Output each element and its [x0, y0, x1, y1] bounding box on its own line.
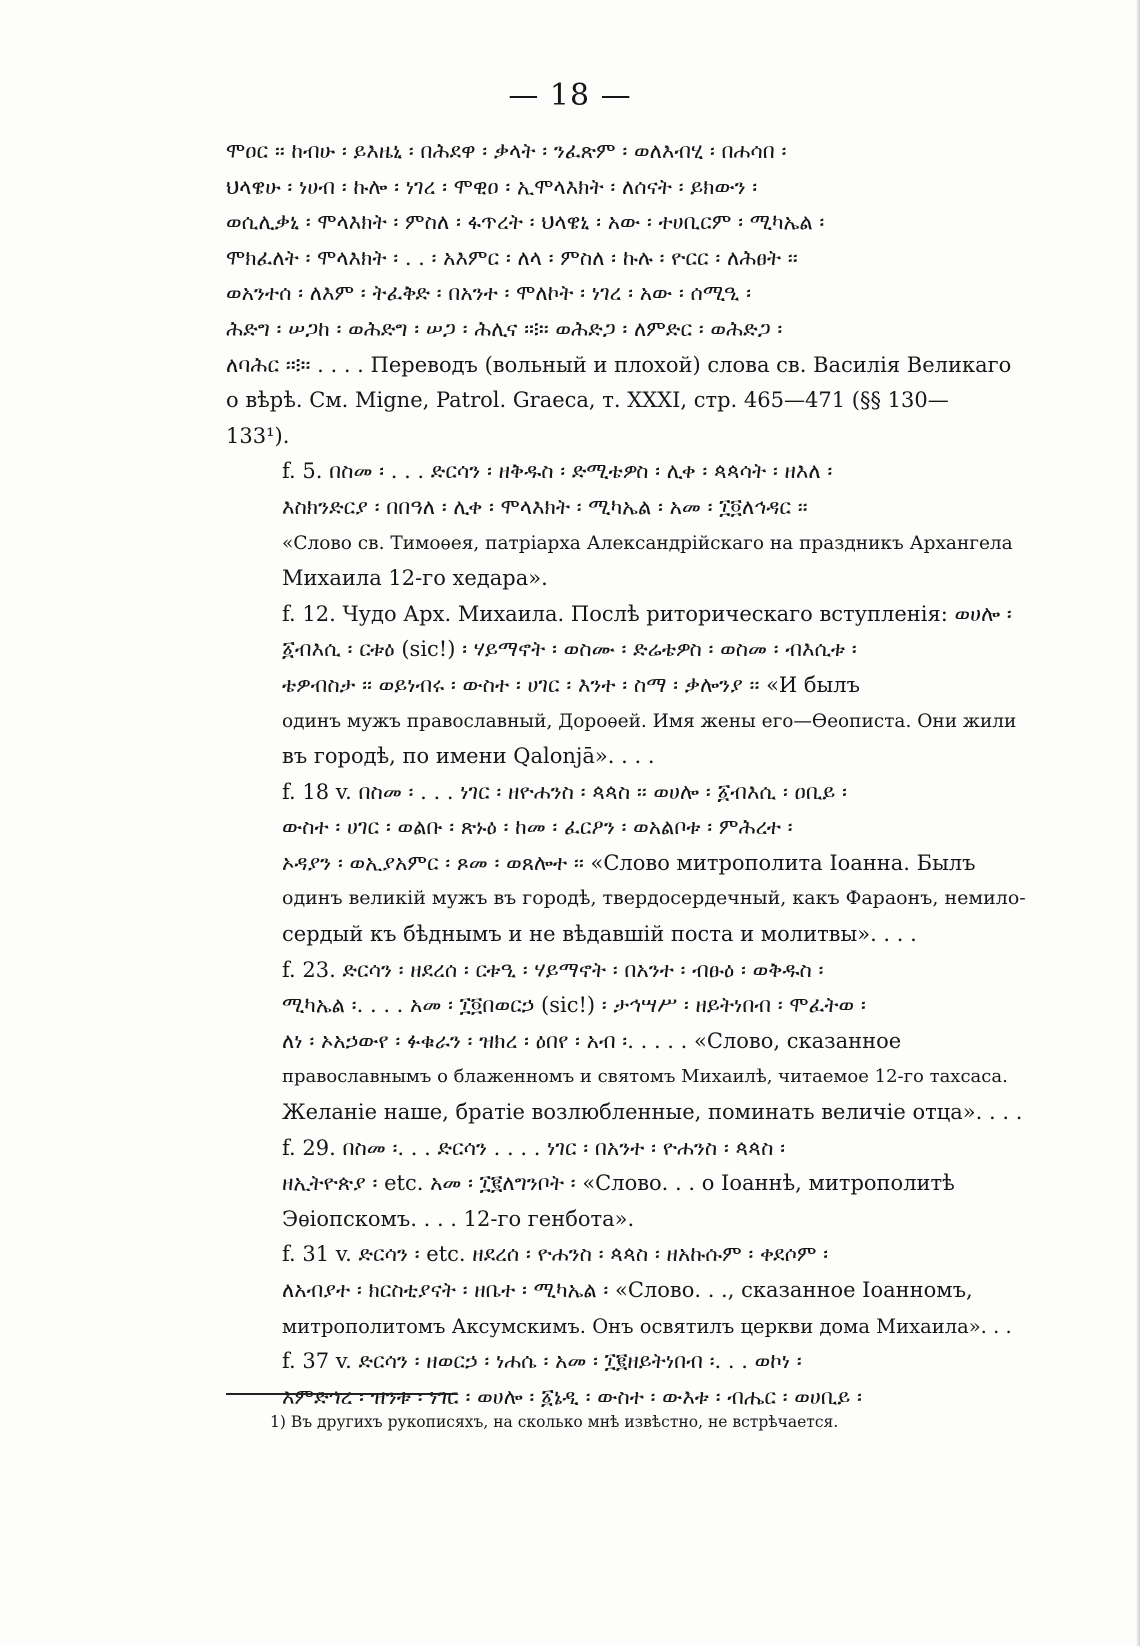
text-line: ወሲሊቃኒ ፡ ሞላእክት ፡ ምስለ ፡ ፋጥረት ፡ ህላዌኒ ፡ አው ፡ ተሀቢርም ፡ ሚካኤል ፡ — [226, 210, 825, 235]
text-line: одинъ мужъ православный, Дороѳей. Имя жены его—Ѳеописта. Они жили — [282, 710, 1017, 732]
text-line: ለአብያተ ፡ ክርስቲያናት ፡ ዘቤተ ፡ ሚካኤል ፡ «Слово. . ., сказанное Іоанномъ, — [282, 1278, 973, 1302]
text-line: одинъ великій мужъ въ городѣ, твердосердечный, какъ Фараонъ, немило- — [282, 887, 1026, 910]
paragraph — [226, 134, 1026, 454]
paragraph — [226, 1237, 1026, 1344]
text-line: митрополитомъ Аксумскимъ. Онъ освятилъ церкви дома Михаила». . . — [282, 1314, 1012, 1338]
text-line: ውስተ ፡ ሀገር ፡ ወልቡ ፡ ጽኑዕ ፡ ከመ ፡ ፈርዖን ፡ ወአልቦቱ ፡ ምሕረተ ፡ — [282, 815, 793, 840]
paragraph — [226, 1344, 1026, 1415]
text-line: f. 31 v. ድርሳን ፡ etc. ዘደረሰ ፡ ዮሐንስ ፡ ጳጳስ ፡ ዘአኩሱም ፡ ቀደሶም ፡ — [282, 1242, 829, 1267]
text-line: ሚካኤል ፡. . . . አመ ፡ ፲፬በወርኃ (sic!) ፡ ታኅሣሥ ፡ ዘይትነበብ ፡ ሞፈትወ ፡ — [282, 993, 866, 1018]
text-line: ዘኢትዮጵያ ፡ etc. አመ ፡ ፲፪ለግንቦት ፡ «Слово. . . о Іоаннѣ, митрополитѣ — [282, 1171, 955, 1196]
paragraph — [226, 597, 1026, 775]
text-line: f. 5. በስመ ፡ . . . ድርሳን ፡ ዘቅዱስ ፡ ድሚቴዎስ ፡ ሊቀ ፡ ጳጳሳት ፡ ዘእለ ፡ — [282, 459, 833, 484]
text-line: f. 12. Чудо Арх. Михаила. Послѣ риторическаго вступленія: ወሀሎ ፡ — [282, 601, 1012, 626]
page-number: — 18 — — [508, 78, 632, 113]
text-line: f. 29. በስመ ፡. . . ድርሳን . . . . ነገር ፡ በአንተ ፡ ዮሐንስ ፡ ጳጳስ ፡ — [282, 1135, 786, 1160]
text-line: ወአንተሰ ፡ ለእም ፡ ትፈቅድ ፡ በአንተ ፡ ሞለኮት ፡ ነገረ ፡ አው ፡ ሰሚዒ ፡ — [226, 281, 752, 306]
text-line: ለባሕር ፡፨፡ . . . . Переводъ (вольный и плохой) слова св. Василія Великаго — [226, 352, 1012, 377]
text-line: 133¹). — [226, 423, 290, 448]
text-line: f. 18 v. በስመ ፡ . . . ነገር ፡ ዘዮሐንስ ፡ ጳጳስ ፡፡ ወሀሎ ፡ ፩ብእሲ ፡ ዐቢይ ፡ — [282, 779, 847, 804]
text-line: ኦዳያን ፡ ወኢያአምር ፡ ጾመ ፡ ወጸሎተ ፡፡ «Слово митрополита Іоанна. Былъ — [282, 850, 976, 875]
text-line: ህላዌሁ ፡ ነሀብ ፡ ኩሎ ፡ ነገረ ፡ ሞዊዐ ፡ ኢሞላእክት ፡ ለሰናት ፡ ይክውን ፡ — [226, 174, 758, 199]
text-line: въ городѣ, по имени Qalonjā». . . . — [282, 744, 655, 769]
text-line: Желаніе наше, братіе возлюбленные, поминать величіе отца». . . . — [282, 1100, 1023, 1125]
text-line: ሞዐር ፡፡ ከብሁ ፡ ይእዜኒ ፡ በሕደዋ ፡ ቃላት ፡ ንፈጽም ፡ ወለእብሂ ፡ በሐሳበ ፡ — [226, 139, 787, 163]
footnote: 1) Въ другихъ рукописяхъ, на сколько мнѣ извѣстно, не встрѣчается. — [270, 1413, 839, 1431]
paragraph — [226, 953, 1026, 1131]
paragraph — [226, 454, 1026, 596]
text-line: сердый къ бѣднымъ и не вѣдавшій поста и молитвы». . . . — [282, 922, 917, 947]
text-line: ቴዎብስታ ፡፡ ወይነብሩ ፡ ውስተ ፡ ሀገር ፡ እንተ ፡ ስማ ፡ ቃሎንያ ፡፡ «И былъ — [282, 672, 860, 697]
text-line: እምድኅረ ፡ ዝንቱ ፡ ነገር ፡ ወሀሎ ፡ ፩ኔዲ ፡ ውስተ ፡ ውእቱ ፡ ብሔር ፡ ወሀቢይ ፡ — [282, 1384, 862, 1409]
paragraph — [226, 775, 1026, 953]
text-line: «Слово св. Тимоѳея, патріарха Александрійскаго на праздникъ Архангела — [282, 532, 1013, 554]
text-line: ሞክፈለት ፡ ሞላእክት ፡ . . ፡ አእምር ፡ ለላ ፡ ምስለ ፡ ኩሉ ፡ ዮርር ፡ ለሕፀት ፡፡ — [226, 245, 798, 270]
text-line: f. 23. ድርሳን ፡ ዘደረሰ ፡ ርቱዒ ፡ ሃይማኖት ፡ በአንተ ፡ ብፁዕ ፡ ወቅዱስ ፡ — [282, 957, 824, 982]
text-line: እስክንድርያ ፡ በበዓለ ፡ ሊቀ ፡ ሞላእክት ፡ ሚካኤል ፡ አመ ፡ ፲፬ለኅዳር ፡፡ — [282, 494, 808, 519]
text-line: ፩ብእሲ ፡ ርቱዕ (sic!) ፡ ሃይማኖት ፡ ወስሙ ፡ ድሬቴዎስ ፡ ወስመ ፡ ብእሲቱ ፡ — [282, 637, 857, 662]
body-text — [226, 134, 1026, 1415]
text-line: Эѳіопскомъ. . . . 12-го генбота». — [282, 1206, 635, 1231]
text-line: f. 37 v. ድርሳን ፡ ዘወርኃ ፡ ነሐሴ ፡ አመ ፡ ፲፪ዘይትነበብ ፡. . . ወኮነ ፡ — [282, 1349, 802, 1374]
text-line: ለነ ፡ ኦአኃውየ ፡ ፉቁራን ፡ ዝክረ ፡ ዕበየ ፡ አብ ፡. . . . . «Слово, сказанное — [282, 1028, 902, 1053]
footnote-divider — [226, 1393, 456, 1395]
text-line: православнымъ о блаженномъ и святомъ Михаилѣ, читаемое 12-го тахсаса. — [282, 1066, 1008, 1088]
text-line: о вѣрѣ. См. Migne, Patrol. Graeca, т. XXXI, стр. 465—471 (§§ 130— — [226, 388, 949, 413]
paragraph — [226, 1131, 1026, 1238]
page-edge-shadow — [1136, 0, 1140, 1646]
text-line: Михаила 12-го хедара». — [282, 566, 548, 591]
text-line: ሕድግ ፡ ሠጋከ ፡ ወሕድግ ፡ ሠጋ ፡ ሕሊና ፡፨፡ ወሕድጋ ፡ ለምድር ፡ ወሕድጋ ፡ — [226, 316, 783, 341]
